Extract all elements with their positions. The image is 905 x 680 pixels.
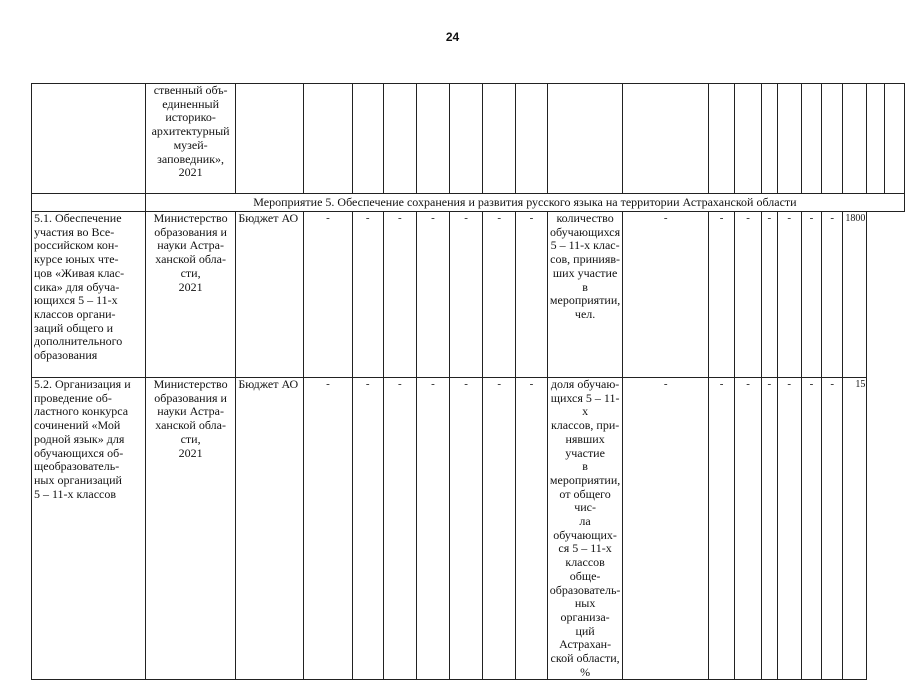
- indicator-value-cell: -: [709, 378, 735, 680]
- indicator-value-cell: -: [822, 212, 843, 378]
- indicator-value-cell: -: [777, 212, 801, 378]
- indicator-cell: [623, 84, 709, 194]
- value-cell: -: [516, 212, 548, 378]
- indicator-target-value: 15: [843, 378, 867, 680]
- indicator-value-cell: -: [735, 212, 762, 378]
- indicator-cell: доля обучаю- щихся 5 – 11-х классов, при- нявших участие в мероприятии, от общего чис- ла обучающих- ся 5 – 11-х классов обще- образователь- ных организа- ций Астрахан- ской области, %: [547, 378, 623, 680]
- value-cell: -: [352, 212, 383, 378]
- executor-cell: Министерство образования и науки Астра- ханской обла- сти, 2021: [145, 212, 236, 378]
- value-cell: -: [417, 212, 450, 378]
- indicator-value-cell: -: [623, 212, 709, 378]
- value-cell: -: [304, 212, 353, 378]
- program-table: [31, 83, 905, 680]
- indicator-value-cell: -: [801, 212, 821, 378]
- event-title: Мероприятие 5. Обеспечение сохранения и развития русского языка на территории Астраханской области: [145, 194, 904, 212]
- executor-cell: Министерство образования и науки Астра- ханской обла- сти, 2021: [145, 378, 236, 680]
- indicator-value-cell: -: [623, 378, 709, 680]
- value-cell: -: [383, 378, 417, 680]
- value-cell: -: [483, 212, 516, 378]
- value-cell: -: [304, 378, 353, 680]
- value-cell: -: [417, 378, 450, 680]
- indicator-value-cell: -: [777, 378, 801, 680]
- executor-cell: ственный объ- единенный историко- архитектурный музей- заповедник», 2021: [145, 84, 236, 194]
- indicator-value-cell: -: [762, 212, 778, 378]
- value-cell: -: [483, 378, 516, 680]
- indicator-value-cell: -: [709, 212, 735, 378]
- indicator-value-cell: -: [822, 378, 843, 680]
- indicator-value-cell: -: [735, 378, 762, 680]
- indicator-target-value: 1800: [843, 212, 867, 378]
- indicator-cell: количество обучающихся 5 – 11-х клас- сов, принияв- ших участие в мероприятии, чел.: [547, 212, 623, 378]
- table-row: [32, 378, 905, 680]
- value-cell: -: [516, 378, 548, 680]
- source-cell: [236, 84, 304, 194]
- page-number: 24: [445, 30, 460, 44]
- source-cell: Бюджет АО: [236, 378, 304, 680]
- value-cell: -: [352, 378, 383, 680]
- source-cell: Бюджет АО: [236, 212, 304, 378]
- value-cell: -: [383, 212, 417, 378]
- continuation-row: [32, 84, 905, 194]
- action-cell: 5.1. Обеспечение участия во Все- российском кон- курсе юных чте- цов «Живая клас- сика» для обуча- ющихся 5 – 11-х классов органи- заций общего и дополнительного образования: [32, 212, 146, 378]
- indicator-value-cell: -: [762, 378, 778, 680]
- value-cell: -: [449, 212, 483, 378]
- table-row: [32, 212, 905, 378]
- value-cell: -: [449, 378, 483, 680]
- indicator-value-cell: -: [801, 378, 821, 680]
- action-cell: 5.2. Организация и проведение об- ластного конкурса сочинений «Мой родной язык» для обучающихся об- щеобразователь- ных организаций 5 – 11-х классов: [32, 378, 146, 680]
- action-cell: [32, 84, 146, 194]
- event-row: [32, 194, 905, 212]
